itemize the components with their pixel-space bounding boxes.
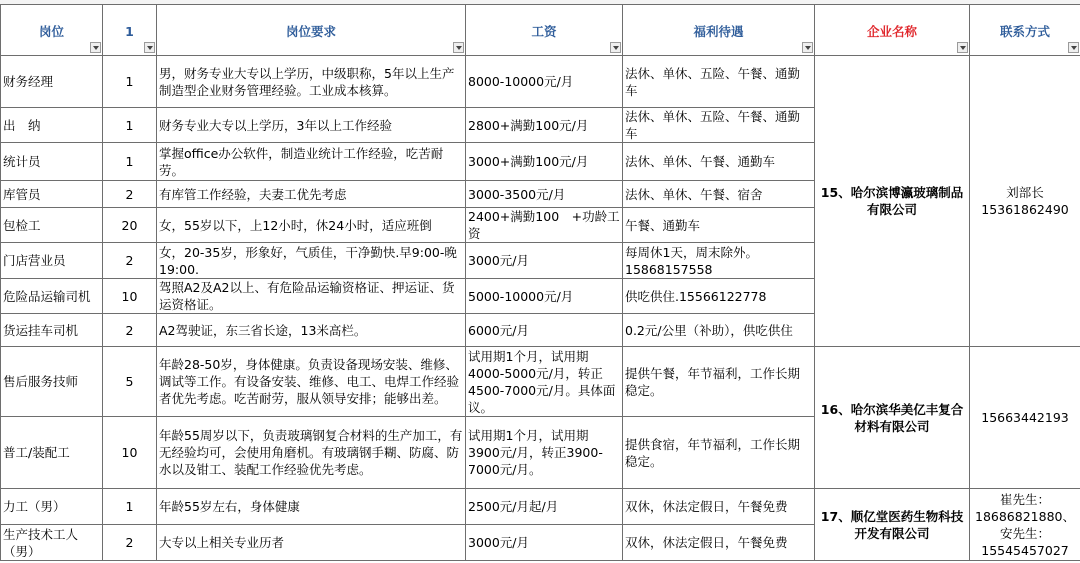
table-row [1,56,1080,108]
cell-count[interactable]: 1 [103,56,157,108]
cell-contact[interactable]: 15663442193 [970,347,1080,489]
cell-contact[interactable]: 崔先生：18686821880、安先生：15545457027 [970,489,1080,561]
filter-dropdown-icon[interactable] [802,42,813,53]
cell-salary[interactable]: 3000-3500元/月 [466,181,623,208]
cell-position[interactable]: 危险品运输司机 [1,279,103,314]
table-row [1,489,1080,525]
header-position: 岗位 [1,5,103,56]
cell-count[interactable]: 1 [103,108,157,143]
cell-benefit[interactable]: 0.2元/公里（补助），供吃供住 [623,314,815,347]
cell-salary[interactable]: 试用期1个月，试用期4000-5000元/月，转正4500-7000元/月。具体面议。 [466,347,623,417]
cell-benefit[interactable]: 法休、单休、五险、午餐、通勤车 [623,56,815,108]
cell-contact[interactable]: 刘部长15361862490 [970,56,1080,347]
cell-requirement[interactable]: A2驾驶证，东三省长途，13米高栏。 [157,314,466,347]
filter-dropdown-icon[interactable] [144,42,155,53]
cell-benefit[interactable]: 提供午餐，年节福利，工作长期稳定。 [623,347,815,417]
header-row [1,5,1080,56]
cell-salary[interactable]: 5000-10000元/月 [466,279,623,314]
cell-count[interactable]: 5 [103,347,157,417]
filter-dropdown-icon[interactable] [1068,42,1079,53]
cell-count[interactable]: 20 [103,208,157,243]
cell-count[interactable]: 2 [103,314,157,347]
cell-position[interactable]: 货运挂车司机 [1,314,103,347]
cell-benefit[interactable]: 法休、单休、五险、午餐、通勤车 [623,108,815,143]
filter-dropdown-icon[interactable] [90,42,101,53]
cell-count[interactable]: 2 [103,525,157,561]
cell-benefit[interactable]: 双休，休法定假日，午餐免费 [623,525,815,561]
cell-requirement[interactable]: 女，20-35岁，形象好，气质佳，干净勤快.早9:00-晚19:00. [157,243,466,279]
cell-position[interactable]: 出 纳 [1,108,103,143]
cell-requirement[interactable]: 大专以上相关专业历者 [157,525,466,561]
cell-position[interactable]: 包检工 [1,208,103,243]
cell-salary[interactable]: 2800+满勤100元/月 [466,108,623,143]
cell-salary[interactable]: 8000-10000元/月 [466,56,623,108]
cell-benefit[interactable]: 法休、单休、午餐、宿舍 [623,181,815,208]
cell-benefit[interactable]: 法休、单休、午餐、通勤车 [623,143,815,181]
cell-benefit[interactable]: 双休，休法定假日，午餐免费 [623,489,815,525]
cell-position[interactable]: 统计员 [1,143,103,181]
cell-requirement[interactable]: 男，财务专业大专以上学历，中级职称，5年以上生产制造型企业财务管理经验。工业成本核算。 [157,56,466,108]
cell-salary[interactable]: 2500元/月起/月 [466,489,623,525]
cell-position[interactable]: 库管员 [1,181,103,208]
cell-benefit[interactable]: 供吃供住.15566122778 [623,279,815,314]
cell-salary[interactable]: 2400+满勤100 +功龄工资 [466,208,623,243]
filter-dropdown-icon[interactable] [610,42,621,53]
header-requirement: 岗位要求 [157,5,466,56]
cell-position[interactable]: 财务经理 [1,56,103,108]
cell-salary[interactable]: 3000元/月 [466,525,623,561]
cell-count[interactable]: 10 [103,417,157,489]
table-row [1,347,1080,417]
cell-requirement[interactable]: 年龄55岁左右，身体健康 [157,489,466,525]
cell-company[interactable]: 16、哈尔滨华美亿丰复合材料有限公司 [815,347,970,489]
cell-salary[interactable]: 试用期1个月，试用期3900元/月，转正3900-7000元/月。 [466,417,623,489]
cell-count[interactable]: 1 [103,489,157,525]
cell-company[interactable]: 17、顺亿堂医药生物科技开发有限公司 [815,489,970,561]
header-company: 企业名称 [815,5,970,56]
cell-benefit[interactable]: 提供食宿，年节福利，工作长期稳定。 [623,417,815,489]
cell-salary[interactable]: 6000元/月 [466,314,623,347]
job-listing-spreadsheet [0,4,1080,561]
cell-position[interactable]: 生产技术工人（男） [1,525,103,561]
cell-count[interactable]: 2 [103,181,157,208]
cell-requirement[interactable]: 年龄28-50岁，身体健康。负责设备现场安装、维修、调试等工作。有设备安装、维修、电工、电焊工作经验者优先考虑。吃苦耐劳，服从领导安排；能够出差。 [157,347,466,417]
cell-benefit[interactable]: 每周休1天，周末除外。15868157558 [623,243,815,279]
header-contact: 联系方式 [970,5,1080,56]
cell-count[interactable]: 1 [103,143,157,181]
cell-requirement[interactable]: 财务专业大专以上学历，3年以上工作经验 [157,108,466,143]
cell-count[interactable]: 10 [103,279,157,314]
cell-requirement[interactable]: 掌握office办公软件，制造业统计工作经验，吃苦耐劳。 [157,143,466,181]
cell-requirement[interactable]: 女，55岁以下，上12小时，休24小时，适应班倒 [157,208,466,243]
cell-requirement[interactable]: 有库管工作经验，夫妻工优先考虑 [157,181,466,208]
filter-dropdown-icon[interactable] [957,42,968,53]
cell-benefit[interactable]: 午餐、通勤车 [623,208,815,243]
cell-salary[interactable]: 3000元/月 [466,243,623,279]
cell-position[interactable]: 力工（男） [1,489,103,525]
header-benefit: 福利待遇 [623,5,815,56]
cell-position[interactable]: 普工/装配工 [1,417,103,489]
cell-count[interactable]: 2 [103,243,157,279]
header-salary: 工资 [466,5,623,56]
cell-position[interactable]: 售后服务技师 [1,347,103,417]
cell-position[interactable]: 门店营业员 [1,243,103,279]
cell-company[interactable]: 15、哈尔滨博瀛玻璃制品有限公司 [815,56,970,347]
header-count: 1 [103,5,157,56]
filter-dropdown-icon[interactable] [453,42,464,53]
cell-requirement[interactable]: 驾照A2及A2以上、有危险品运输资格证、押运证、货运资格证。 [157,279,466,314]
cell-requirement[interactable]: 年龄55周岁以下，负责玻璃钢复合材料的生产加工，有无经验均可，会使用角磨机。有玻璃钢手糊、防腐、防水以及钳工、装配工作经验优先考虑。 [157,417,466,489]
cell-salary[interactable]: 3000+满勤100元/月 [466,143,623,181]
